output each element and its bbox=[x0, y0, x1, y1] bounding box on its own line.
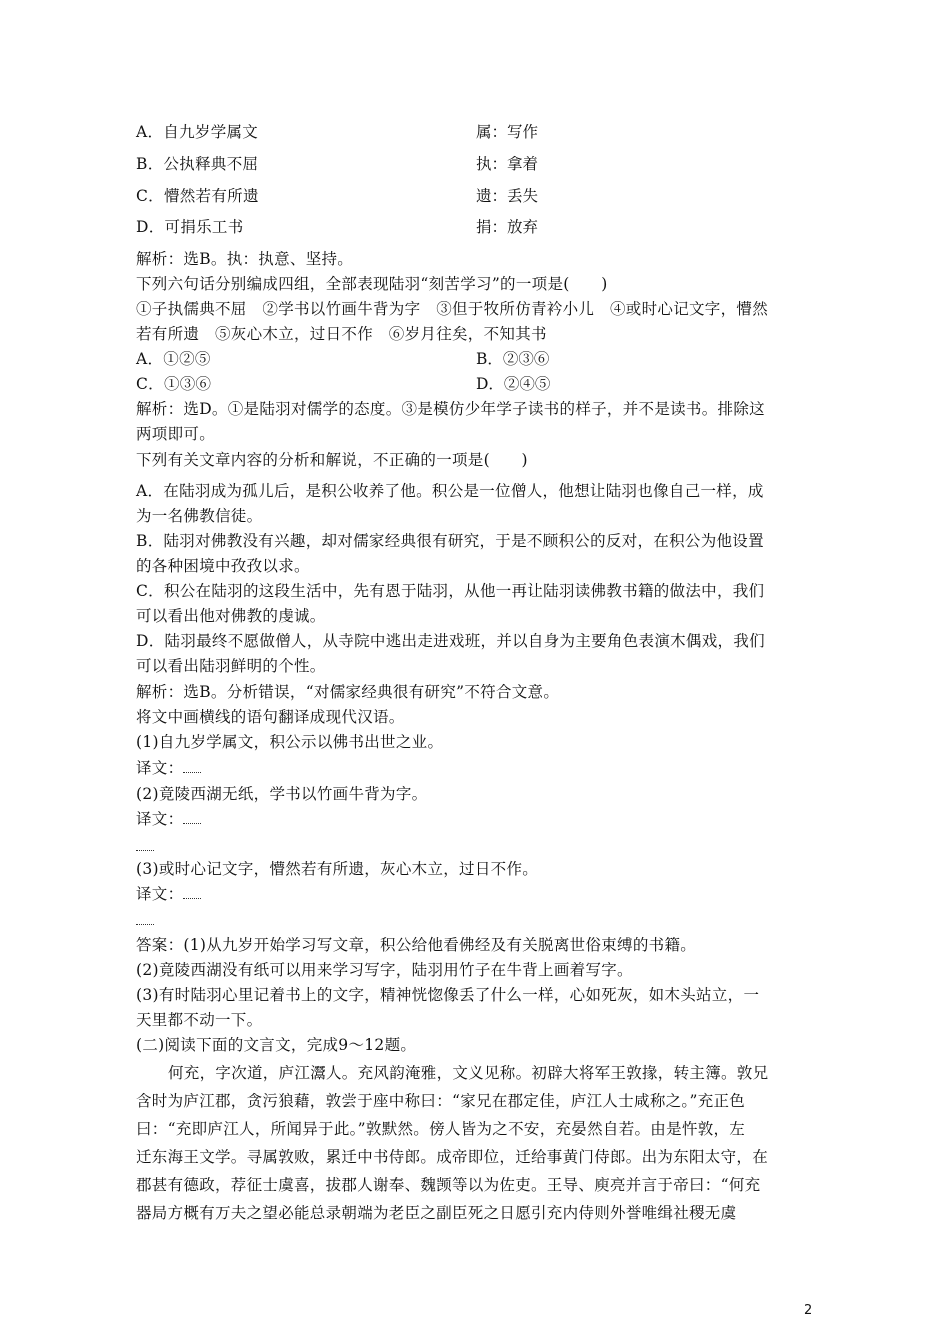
answer-blank[interactable] bbox=[183, 886, 201, 899]
q3-stem: 下列有关文章内容的分析和解说，不正确的一项是( ) bbox=[136, 451, 528, 469]
option-c: C．懵然若有所遗 bbox=[136, 187, 259, 205]
q2-choice-d: D．②④⑤ bbox=[476, 375, 551, 393]
q3-line: B．陆羽对佛教没有兴趣，却对儒家经典很有研究，于是不顾积公的反对，在积公为他设置 bbox=[136, 532, 764, 550]
passage-line: 迁东海王文学。寻属敦败，累迁中书侍郎。成帝即位，迁给事黄门侍郎。出为东阳太守，在 bbox=[136, 1148, 769, 1166]
q3-line: 为一名佛教信徒。 bbox=[136, 507, 263, 525]
answer-blank-line[interactable] bbox=[136, 908, 816, 932]
analysis-2-line-1: 解析：选D。①是陆羽对儒学的态度。③是模仿少年学子读书的样子，并不是读书。排除这 bbox=[136, 400, 765, 418]
passage-line: 含时为庐江郡，贪污狼藉，敦尝于座中称曰：“家兄在郡定佳，庐江人士咸称之。”充正色 bbox=[136, 1092, 746, 1110]
answer-blank[interactable] bbox=[183, 811, 201, 824]
q2-choice-c: C．①③⑥ bbox=[136, 375, 212, 393]
answer-blank[interactable] bbox=[136, 838, 154, 851]
q2-stem: 下列六句话分别编成四组，全部表现陆羽“刻苦学习”的一项是( ) bbox=[136, 275, 608, 293]
q4-sentence-1: (1)自九岁学属文，积公示以佛书出世之业。 bbox=[136, 733, 444, 751]
passage-line: 器局方概有万夫之望必能总录朝端为老臣之副臣死之日愿引充内侍则外誉唯缉社稷无虞 bbox=[136, 1204, 737, 1222]
answer-blank-line[interactable] bbox=[136, 834, 816, 858]
option-d-gloss: 捐：放弃 bbox=[476, 218, 539, 236]
q3-line: 可以看出陆羽鲜明的个性。 bbox=[136, 657, 326, 675]
answer-line: 天里都不动一下。 bbox=[136, 1011, 263, 1029]
q4-sentence-2: (2)竟陵西湖无纸，学书以竹画牛背为字。 bbox=[136, 785, 428, 803]
analysis-1: 解析：选B。执：执意、坚持。 bbox=[136, 250, 354, 268]
passage-line: 郡甚有德政，荐征士虞喜，拔郡人谢奉、魏𫖮等以为佐吏。王导、庾亮并言于帝曰：“何充 bbox=[136, 1176, 761, 1194]
q3-line: D．陆羽最终不愿做僧人，从寺院中逃出走进戏班，并以自身为主要角色表演木偶戏，我们 bbox=[136, 632, 765, 650]
translation-label: 译文： bbox=[136, 810, 184, 828]
answer-line: (3)有时陆羽心里记着书上的文字，精神恍惚像丢了什么一样，心如死灰，如木头站立，一 bbox=[136, 986, 760, 1004]
answer-line: (2)竟陵西湖没有纸可以用来学习写字，陆羽用竹子在牛背上画着写字。 bbox=[136, 961, 633, 979]
option-c-gloss: 遗：丢失 bbox=[476, 187, 539, 205]
option-b-gloss: 执：拿着 bbox=[476, 155, 539, 173]
q2-items-line-1: ①子执儒典不屈 ②学书以竹画牛背为字 ③但于牧所仿青衿小儿 ④或时心记文字，懵然 bbox=[136, 300, 769, 318]
q3-line: A．在陆羽成为孤儿后，是积公收养了他。积公是一位僧人，他想让陆羽也像自己一样，成 bbox=[136, 482, 764, 500]
passage-line: 曰：“充即庐江人，所闻异于此。”敦默然。傍人皆为之不安，充晏然自若。由是忤敦，左 bbox=[136, 1120, 746, 1138]
q2-choice-a: A．①②⑤ bbox=[136, 350, 211, 368]
translation-3 bbox=[136, 882, 816, 906]
q2-choice-b: B．②③⑥ bbox=[476, 350, 550, 368]
analysis-2-line-2: 两项即可。 bbox=[136, 425, 216, 443]
answer-blank[interactable] bbox=[136, 912, 154, 925]
answer-blank[interactable] bbox=[183, 760, 201, 773]
q3-line: 的各种困境中孜孜以求。 bbox=[136, 557, 310, 575]
section-2-heading: (二)阅读下面的文言文，完成9～12题。 bbox=[136, 1036, 417, 1054]
option-d: D．可捐乐工书 bbox=[136, 218, 244, 236]
q4-sentence-3: (3)或时心记文字，懵然若有所遗，灰心木立，过日不作。 bbox=[136, 860, 539, 878]
option-a: A．自九岁学属文 bbox=[136, 123, 259, 141]
page-number: 2 bbox=[804, 1303, 813, 1318]
translation-1 bbox=[136, 756, 816, 780]
q2-items-line-2: 若有所遗 ⑤灰心木立，过日不作 ⑥岁月往矣，不知其书 bbox=[136, 325, 547, 343]
translation-2 bbox=[136, 807, 816, 831]
q3-line: 可以看出他对佛教的虔诚。 bbox=[136, 607, 326, 625]
analysis-3: 解析：选B。分析错误，“对儒家经典很有研究”不符合文意。 bbox=[136, 683, 560, 701]
option-b: B．公执释典不屈 bbox=[136, 155, 259, 173]
option-a-gloss: 属：写作 bbox=[476, 123, 539, 141]
q4-stem: 将文中画横线的语句翻译成现代汉语。 bbox=[136, 708, 405, 726]
translation-label: 译文： bbox=[136, 759, 184, 777]
answer-line: 答案：(1)从九岁开始学习写文章，积公给他看佛经及有关脱离世俗束缚的书籍。 bbox=[136, 936, 697, 954]
q3-line: C．积公在陆羽的这段生活中，先有恩于陆羽，从他一再让陆羽读佛教书籍的做法中，我们 bbox=[136, 582, 765, 600]
translation-label: 译文： bbox=[136, 885, 184, 903]
passage-line: 何充，字次道，庐江灊人。充风韵淹雅，文义见称。初辟大将军王敦掾，转主簿。敦兄 bbox=[168, 1064, 769, 1082]
